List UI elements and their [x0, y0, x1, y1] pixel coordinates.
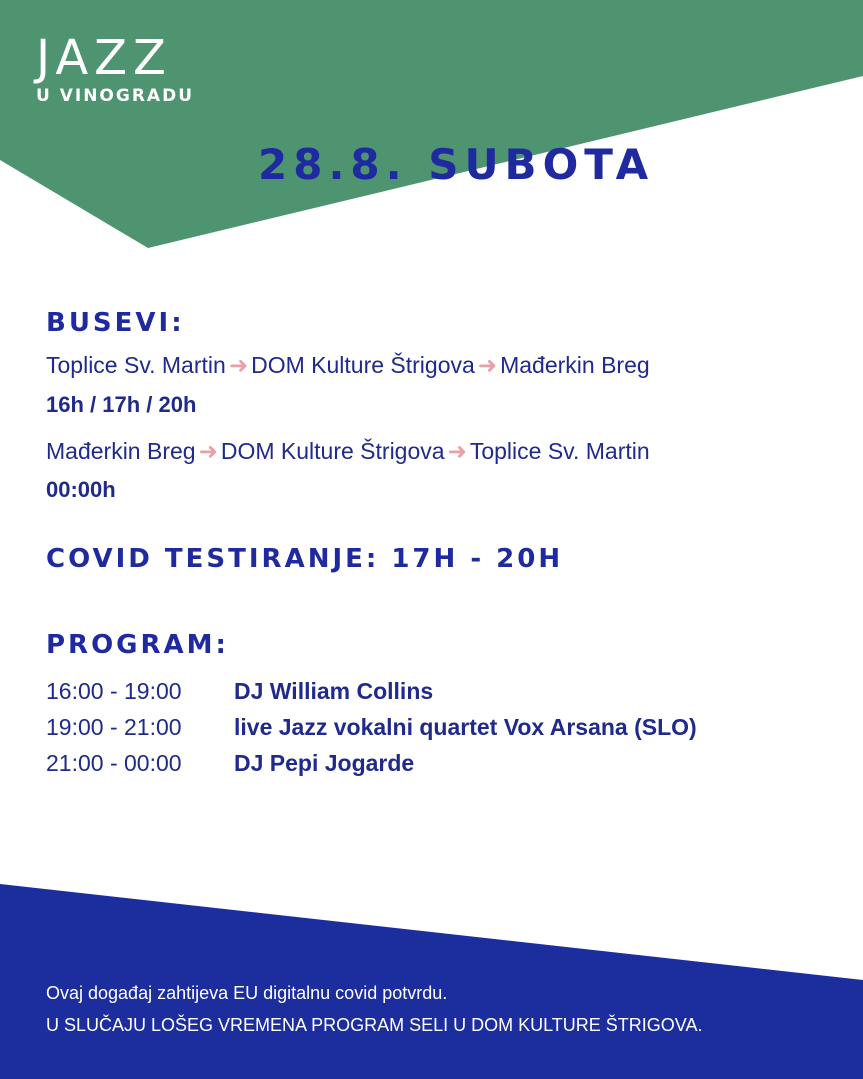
- covid-heading: COVID TESTIRANJE: 17H - 20H: [46, 544, 564, 574]
- bus-route-2-times: 00:00h: [46, 477, 116, 502]
- program-heading: PROGRAM:: [46, 630, 229, 660]
- program-time: 16:00 - 19:00: [46, 678, 182, 704]
- footer-line-1: Ovaj događaj zahtijeva EU digitalnu covid potvrdu.: [46, 983, 448, 1003]
- arrow-right-icon: ➜: [228, 352, 249, 378]
- footer-line-2: U SLUČAJU LOŠEG VREMENA PROGRAM SELI U DOM KULTURE ŠTRIGOVA.: [46, 1015, 703, 1035]
- route-2-stop-1: Mađerkin Breg: [46, 438, 196, 464]
- route-1-stop-2: DOM Kulture Štrigova: [251, 352, 475, 378]
- route-1-stop-1: Toplice Sv. Martin: [46, 352, 226, 378]
- navy-footer-shape: [0, 884, 863, 1079]
- logo: [36, 30, 194, 106]
- program-item: [46, 750, 414, 777]
- buses-heading: BUSEVI:: [46, 308, 185, 338]
- arrow-right-icon: ➜: [447, 438, 467, 464]
- program-time: 19:00 - 21:00: [46, 714, 182, 740]
- logo-subtitle: U VINOGRADU: [36, 86, 194, 106]
- date-title: 28.8. SUBOTA: [258, 140, 655, 189]
- route-2-stop-2: DOM Kulture Štrigova: [220, 438, 445, 464]
- program-item: [46, 714, 697, 741]
- program-time: 21:00 - 00:00: [46, 750, 182, 776]
- route-2-stop-3: Toplice Sv. Martin: [469, 438, 650, 464]
- logo-title: JAZZ: [36, 30, 172, 86]
- program-act: DJ William Collins: [234, 678, 434, 704]
- arrow-right-icon: ➜: [198, 438, 218, 464]
- bus-route-1-times: 16h / 17h / 20h: [46, 392, 197, 417]
- program-item: [46, 678, 433, 705]
- bus-route-1: [46, 352, 650, 379]
- arrow-right-icon: ➜: [477, 352, 498, 378]
- program-act: DJ Pepi Jogarde: [234, 750, 415, 776]
- program-act: live Jazz vokalni quartet Vox Arsana (SLO): [234, 714, 697, 740]
- route-1-stop-3: Mađerkin Breg: [500, 352, 650, 378]
- bus-route-2: [46, 438, 650, 465]
